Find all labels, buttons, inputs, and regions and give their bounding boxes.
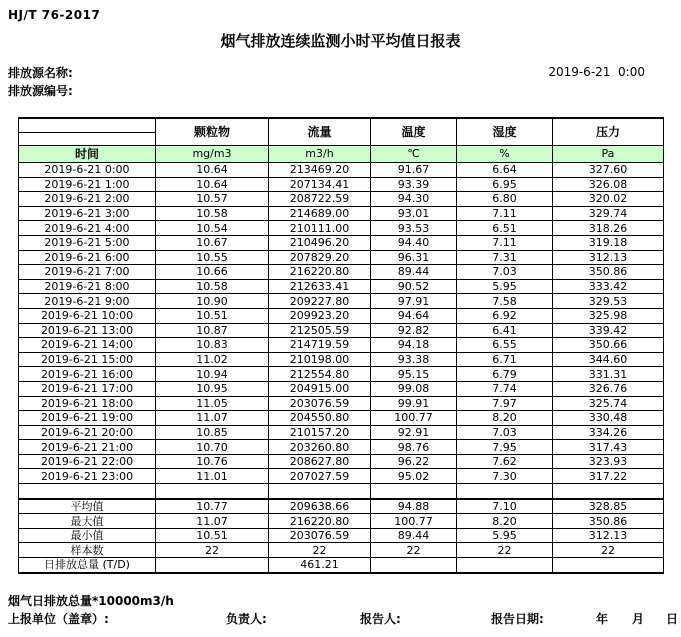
cell-value: 334.26 xyxy=(553,425,664,440)
cell-value: 10.67 xyxy=(156,235,269,250)
cell-value: 6.55 xyxy=(457,338,553,353)
cell-value: 331.31 xyxy=(553,367,664,382)
summary-label: 平均值 xyxy=(19,499,156,514)
cell-time: 2019-6-21 2:00 xyxy=(19,192,156,207)
summary-value: 100.77 xyxy=(371,514,457,529)
cell-value: 212633.41 xyxy=(269,279,371,294)
cell-value: 339.42 xyxy=(553,323,664,338)
time-header-blank-bottom xyxy=(19,132,156,146)
cell-value: 10.51 xyxy=(156,308,269,323)
table-row xyxy=(19,235,664,250)
cell-value: 207134.41 xyxy=(269,177,371,192)
cell-value: 6.41 xyxy=(457,323,553,338)
reporter-label: 报告人: xyxy=(360,612,401,626)
cell-value: 93.01 xyxy=(371,206,457,221)
cell-value: 10.95 xyxy=(156,381,269,396)
cell-value: 207829.20 xyxy=(269,250,371,265)
cell-value: 6.71 xyxy=(457,352,553,367)
table-row xyxy=(19,454,664,469)
table-row xyxy=(19,192,664,207)
cell-value: 100.77 xyxy=(371,411,457,426)
table-row xyxy=(19,323,664,338)
cell-value: 319.18 xyxy=(553,235,664,250)
cell-value: 8.20 xyxy=(457,411,553,426)
cell-empty xyxy=(19,484,156,499)
cell-empty xyxy=(457,484,553,499)
cell-value: 317.22 xyxy=(553,469,664,484)
cell-value: 350.86 xyxy=(553,265,664,280)
cell-value: 10.76 xyxy=(156,454,269,469)
cell-value: 10.83 xyxy=(156,338,269,353)
table-row xyxy=(19,411,664,426)
cell-value: 330.48 xyxy=(553,411,664,426)
cell-value: 10.70 xyxy=(156,440,269,455)
cell-empty xyxy=(269,484,371,499)
standard-number: HJ/T 76-2017 xyxy=(8,8,101,22)
cell-value: 10.58 xyxy=(156,279,269,294)
summary-value: 328.85 xyxy=(553,499,664,514)
cell-value: 312.13 xyxy=(553,250,664,265)
year-label: 年 xyxy=(596,612,609,626)
cell-value: 7.74 xyxy=(457,381,553,396)
cell-value: 10.55 xyxy=(156,250,269,265)
cell-value: 317.43 xyxy=(553,440,664,455)
summary-label: 日排放总量 (T/D) xyxy=(19,558,156,573)
cell-value: 10.94 xyxy=(156,367,269,382)
column-header-temperature: 温度 xyxy=(371,118,457,146)
cell-time: 2019-6-21 0:00 xyxy=(19,163,156,178)
cell-value: 11.02 xyxy=(156,352,269,367)
cell-time: 2019-6-21 14:00 xyxy=(19,338,156,353)
summary-row xyxy=(19,528,664,543)
cell-value: 95.02 xyxy=(371,469,457,484)
cell-value: 94.30 xyxy=(371,192,457,207)
cell-value: 329.53 xyxy=(553,294,664,309)
cell-value: 10.64 xyxy=(156,177,269,192)
summary-value: 89.44 xyxy=(371,528,457,543)
cell-value: 11.05 xyxy=(156,396,269,411)
cell-value: 213469.20 xyxy=(269,163,371,178)
cell-time: 2019-6-21 1:00 xyxy=(19,177,156,192)
cell-value: 7.30 xyxy=(457,469,553,484)
cell-value: 6.80 xyxy=(457,192,553,207)
table-row xyxy=(19,308,664,323)
cell-value: 329.74 xyxy=(553,206,664,221)
cell-value: 212505.59 xyxy=(269,323,371,338)
spacer-row xyxy=(19,484,664,499)
cell-value: 89.44 xyxy=(371,265,457,280)
source-name-label: 排放源名称: xyxy=(8,66,73,80)
cell-value: 208722.59 xyxy=(269,192,371,207)
unit-pressure: Pa xyxy=(553,146,664,163)
cell-time: 2019-6-21 23:00 xyxy=(19,469,156,484)
cell-value: 98.76 xyxy=(371,440,457,455)
cell-value: 210111.00 xyxy=(269,221,371,236)
cell-value: 7.11 xyxy=(457,235,553,250)
cell-value: 210496.20 xyxy=(269,235,371,250)
cell-value: 6.79 xyxy=(457,367,553,382)
cell-value: 6.92 xyxy=(457,308,553,323)
cell-value: 318.26 xyxy=(553,221,664,236)
summary-value: 350.86 xyxy=(553,514,664,529)
cell-value: 203260.80 xyxy=(269,440,371,455)
cell-value: 320.02 xyxy=(553,192,664,207)
cell-value: 210157.20 xyxy=(269,425,371,440)
cell-value: 209923.20 xyxy=(269,308,371,323)
unit-humidity: % xyxy=(457,146,553,163)
summary-value xyxy=(457,558,553,573)
cell-time: 2019-6-21 15:00 xyxy=(19,352,156,367)
table-row xyxy=(19,440,664,455)
cell-time: 2019-6-21 16:00 xyxy=(19,367,156,382)
summary-value: 10.51 xyxy=(156,528,269,543)
cell-empty xyxy=(553,484,664,499)
cell-empty xyxy=(156,484,269,499)
summary-value xyxy=(371,558,457,573)
cell-time: 2019-6-21 8:00 xyxy=(19,279,156,294)
cell-value: 7.95 xyxy=(457,440,553,455)
table-row xyxy=(19,250,664,265)
cell-value: 10.58 xyxy=(156,206,269,221)
cell-value: 210198.00 xyxy=(269,352,371,367)
cell-value: 99.91 xyxy=(371,396,457,411)
cell-value: 326.08 xyxy=(553,177,664,192)
summary-value: 22 xyxy=(269,543,371,558)
cell-value: 208627.80 xyxy=(269,454,371,469)
cell-value: 10.90 xyxy=(156,294,269,309)
table-row xyxy=(19,294,664,309)
summary-row xyxy=(19,499,664,514)
unit-flow: m3/h xyxy=(269,146,371,163)
cell-value: 93.53 xyxy=(371,221,457,236)
table-row xyxy=(19,279,664,294)
summary-value: 8.20 xyxy=(457,514,553,529)
cell-time: 2019-6-21 21:00 xyxy=(19,440,156,455)
cell-value: 10.64 xyxy=(156,163,269,178)
cell-value: 90.52 xyxy=(371,279,457,294)
cell-value: 325.74 xyxy=(553,396,664,411)
summary-label: 最大值 xyxy=(19,514,156,529)
cell-value: 96.22 xyxy=(371,454,457,469)
cell-value: 94.18 xyxy=(371,338,457,353)
cell-value: 11.01 xyxy=(156,469,269,484)
cell-value: 10.54 xyxy=(156,221,269,236)
cell-time: 2019-6-21 5:00 xyxy=(19,235,156,250)
cell-value: 10.66 xyxy=(156,265,269,280)
unit-temperature: ℃ xyxy=(371,146,457,163)
cell-value: 6.95 xyxy=(457,177,553,192)
cell-value: 11.07 xyxy=(156,411,269,426)
hourly-average-table xyxy=(18,117,664,574)
summary-value: 5.95 xyxy=(457,528,553,543)
cell-value: 327.60 xyxy=(553,163,664,178)
cell-value: 10.57 xyxy=(156,192,269,207)
cell-value: 5.95 xyxy=(457,279,553,294)
table-row xyxy=(19,206,664,221)
cell-time: 2019-6-21 3:00 xyxy=(19,206,156,221)
month-label: 月 xyxy=(632,612,645,626)
summary-value: 22 xyxy=(156,543,269,558)
source-code-label: 排放源编号: xyxy=(8,84,73,98)
summary-value xyxy=(553,558,664,573)
summary-value: 22 xyxy=(553,543,664,558)
cell-value: 326.76 xyxy=(553,381,664,396)
cell-time: 2019-6-21 4:00 xyxy=(19,221,156,236)
cell-value: 344.60 xyxy=(553,352,664,367)
cell-time: 2019-6-21 9:00 xyxy=(19,294,156,309)
cell-value: 204550.80 xyxy=(269,411,371,426)
cell-value: 216220.80 xyxy=(269,265,371,280)
cell-time: 2019-6-21 6:00 xyxy=(19,250,156,265)
summary-row xyxy=(19,514,664,529)
cell-value: 7.62 xyxy=(457,454,553,469)
cell-value: 6.64 xyxy=(457,163,553,178)
cell-time: 2019-6-21 20:00 xyxy=(19,425,156,440)
summary-value: 312.13 xyxy=(553,528,664,543)
cell-value: 325.98 xyxy=(553,308,664,323)
cell-value: 95.15 xyxy=(371,367,457,382)
cell-time: 2019-6-21 10:00 xyxy=(19,308,156,323)
column-header-humidity: 湿度 xyxy=(457,118,553,146)
summary-value: 22 xyxy=(371,543,457,558)
table-row xyxy=(19,425,664,440)
summary-value xyxy=(156,558,269,573)
cell-value: 6.51 xyxy=(457,221,553,236)
summary-value: 216220.80 xyxy=(269,514,371,529)
cell-value: 10.85 xyxy=(156,425,269,440)
cell-time: 2019-6-21 17:00 xyxy=(19,381,156,396)
cell-time: 2019-6-21 19:00 xyxy=(19,411,156,426)
cell-value: 7.31 xyxy=(457,250,553,265)
time-header: 时间 xyxy=(19,146,156,163)
table-row xyxy=(19,396,664,411)
cell-value: 207027.59 xyxy=(269,469,371,484)
summary-value: 209638.66 xyxy=(269,499,371,514)
cell-value: 96.31 xyxy=(371,250,457,265)
summary-value: 22 xyxy=(457,543,553,558)
cell-value: 209227.80 xyxy=(269,294,371,309)
time-header-blank-top xyxy=(19,118,156,132)
cell-value: 7.03 xyxy=(457,265,553,280)
cell-time: 2019-6-21 18:00 xyxy=(19,396,156,411)
report-datetime: 2019-6-21 0:00 xyxy=(548,65,645,79)
cell-value: 214719.59 xyxy=(269,338,371,353)
summary-row xyxy=(19,558,664,573)
manager-label: 负责人: xyxy=(226,612,267,626)
page-title: 烟气排放连续监测小时平均值日报表 xyxy=(220,32,461,50)
cell-value: 203076.59 xyxy=(269,396,371,411)
cell-value: 94.64 xyxy=(371,308,457,323)
cell-value: 10.87 xyxy=(156,323,269,338)
cell-time: 2019-6-21 22:00 xyxy=(19,454,156,469)
column-header-pressure: 压力 xyxy=(553,118,664,146)
cell-value: 323.93 xyxy=(553,454,664,469)
column-header-pm: 颗粒物 xyxy=(156,118,269,146)
unit-pm: mg/m3 xyxy=(156,146,269,163)
table-row xyxy=(19,177,664,192)
table-row xyxy=(19,352,664,367)
table-row xyxy=(19,381,664,396)
table-row xyxy=(19,163,664,178)
signature-line xyxy=(0,610,681,626)
cell-value: 7.03 xyxy=(457,425,553,440)
summary-value: 203076.59 xyxy=(269,528,371,543)
cell-empty xyxy=(371,484,457,499)
cell-value: 94.40 xyxy=(371,235,457,250)
cell-value: 7.58 xyxy=(457,294,553,309)
summary-row xyxy=(19,543,664,558)
cell-value: 99.08 xyxy=(371,381,457,396)
cell-value: 93.38 xyxy=(371,352,457,367)
table-row xyxy=(19,367,664,382)
cell-value: 350.66 xyxy=(553,338,664,353)
table-row xyxy=(19,221,664,236)
column-header-flow: 流量 xyxy=(269,118,371,146)
cell-value: 7.97 xyxy=(457,396,553,411)
summary-value: 10.77 xyxy=(156,499,269,514)
summary-label: 样本数 xyxy=(19,543,156,558)
report-date-label: 报告日期: xyxy=(491,612,544,626)
cell-value: 7.11 xyxy=(457,206,553,221)
cell-value: 92.82 xyxy=(371,323,457,338)
cell-value: 92.91 xyxy=(371,425,457,440)
summary-value: 461.21 xyxy=(269,558,371,573)
summary-value: 94.88 xyxy=(371,499,457,514)
cell-value: 204915.00 xyxy=(269,381,371,396)
cell-value: 214689.00 xyxy=(269,206,371,221)
cell-time: 2019-6-21 7:00 xyxy=(19,265,156,280)
cell-value: 333.42 xyxy=(553,279,664,294)
table-row xyxy=(19,265,664,280)
table-row xyxy=(19,338,664,353)
cell-time: 2019-6-21 13:00 xyxy=(19,323,156,338)
cell-value: 93.39 xyxy=(371,177,457,192)
cell-value: 91.67 xyxy=(371,163,457,178)
header-row-units xyxy=(19,146,664,163)
cell-value: 97.91 xyxy=(371,294,457,309)
report-unit-label: 上报单位（盖章）: xyxy=(8,612,109,626)
summary-label: 最小值 xyxy=(19,528,156,543)
header-row-names xyxy=(19,118,664,132)
summary-value: 7.10 xyxy=(457,499,553,514)
cell-value: 212554.80 xyxy=(269,367,371,382)
footer-note: 烟气日排放总量*10000m3/h xyxy=(8,594,174,608)
day-label: 日 xyxy=(666,612,679,626)
table-row xyxy=(19,469,664,484)
summary-value: 11.07 xyxy=(156,514,269,529)
